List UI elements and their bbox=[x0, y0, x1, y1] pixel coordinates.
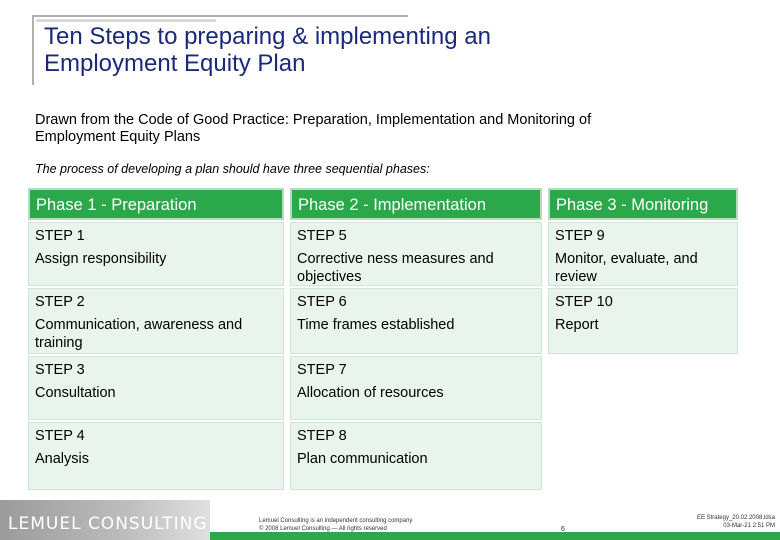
step-6-label: STEP 6 bbox=[297, 294, 347, 310]
phase-3-header bbox=[548, 188, 738, 220]
company-logo bbox=[0, 500, 210, 540]
step-9-desc-line-1: Monitor, evaluate, and bbox=[555, 251, 698, 267]
phase-2-header-label: Phase 2 - Implementation bbox=[298, 196, 487, 214]
title-line-2: Employment Equity Plan bbox=[44, 50, 306, 77]
footer-company-info bbox=[259, 517, 412, 533]
step-9-cell bbox=[548, 222, 738, 286]
step-6-desc bbox=[297, 316, 454, 334]
step-9-desc bbox=[555, 250, 698, 286]
footer-bar bbox=[210, 532, 780, 540]
subtitle-line-2: Employment Equity Plans bbox=[35, 129, 201, 145]
step-7-cell bbox=[290, 356, 542, 420]
page-title bbox=[44, 23, 744, 77]
step-7-label: STEP 7 bbox=[297, 362, 347, 378]
step-3-cell bbox=[28, 356, 284, 420]
step-10-desc bbox=[555, 316, 599, 334]
step-3-desc-line-1: Consultation bbox=[35, 385, 116, 401]
phase-3-header-label: Phase 3 - Monitoring bbox=[556, 196, 709, 214]
footer-meta-line-2: 03-Mar-21 2:51 PM bbox=[723, 523, 775, 529]
step-6-cell bbox=[290, 288, 542, 354]
phase-1-header bbox=[28, 188, 284, 220]
footer-meta bbox=[697, 514, 775, 530]
step-6-desc-line-1: Time frames established bbox=[297, 317, 455, 333]
footer-company-line-2: © 2008 Lemuel Consulting — All rights reserved bbox=[259, 526, 387, 532]
step-4-cell bbox=[28, 422, 284, 490]
step-10-cell bbox=[548, 288, 738, 354]
step-2-desc-line-1: Communication, awareness and bbox=[35, 317, 243, 333]
step-8-desc-line-1: Plan communication bbox=[297, 451, 428, 467]
step-7-desc-line-1: Allocation of resources bbox=[297, 385, 444, 401]
step-2-desc-line-2: training bbox=[35, 335, 83, 351]
footer-company-line-1: Lemuel Consulting is an independent consulting company bbox=[259, 518, 413, 524]
footer-meta-line-1: EE Strategy_20.02.2008.ldsa bbox=[696, 515, 775, 521]
page-number: 6 bbox=[561, 526, 565, 533]
step-1-label: STEP 1 bbox=[35, 228, 85, 244]
step-3-desc bbox=[35, 384, 116, 402]
phases-table bbox=[28, 188, 740, 490]
subtitle-line-1: Drawn from the Code of Good Practice: Preparation, Implementation and Monitoring of bbox=[35, 112, 592, 128]
step-2-desc bbox=[35, 316, 242, 352]
step-3-label: STEP 3 bbox=[35, 362, 85, 378]
step-4-desc bbox=[35, 450, 89, 468]
title-line-1: Ten Steps to preparing & implementing an bbox=[44, 23, 491, 50]
step-10-label: STEP 10 bbox=[555, 294, 613, 310]
step-5-desc-line-1: Corrective ness measures and bbox=[297, 251, 494, 267]
phase-2-header bbox=[290, 188, 542, 220]
company-logo-text: LEMUEL CONSULTING bbox=[8, 514, 208, 534]
step-10-desc-line-1: Report bbox=[555, 317, 599, 333]
step-8-desc bbox=[297, 450, 428, 468]
step-2-cell bbox=[28, 288, 284, 354]
step-5-desc-line-2: objectives bbox=[297, 269, 362, 285]
subtitle bbox=[35, 112, 735, 146]
step-7-desc bbox=[297, 384, 444, 402]
step-5-cell bbox=[290, 222, 542, 286]
step-1-cell bbox=[28, 222, 284, 286]
step-1-desc-line-1: Assign responsibility bbox=[35, 251, 167, 267]
step-1-desc bbox=[35, 250, 166, 268]
step-2-label: STEP 2 bbox=[35, 294, 85, 310]
phase-1-header-label: Phase 1 - Preparation bbox=[36, 196, 197, 214]
step-4-label: STEP 4 bbox=[35, 428, 85, 444]
step-8-label: STEP 8 bbox=[297, 428, 347, 444]
step-5-desc bbox=[297, 250, 494, 286]
step-5-label: STEP 5 bbox=[297, 228, 347, 244]
step-9-label: STEP 9 bbox=[555, 228, 605, 244]
step-9-desc-line-2: review bbox=[555, 269, 597, 285]
step-4-desc-line-1: Analysis bbox=[35, 451, 89, 467]
process-note: The process of developing a plan should have three sequential phases: bbox=[35, 162, 430, 176]
step-8-cell bbox=[290, 422, 542, 490]
